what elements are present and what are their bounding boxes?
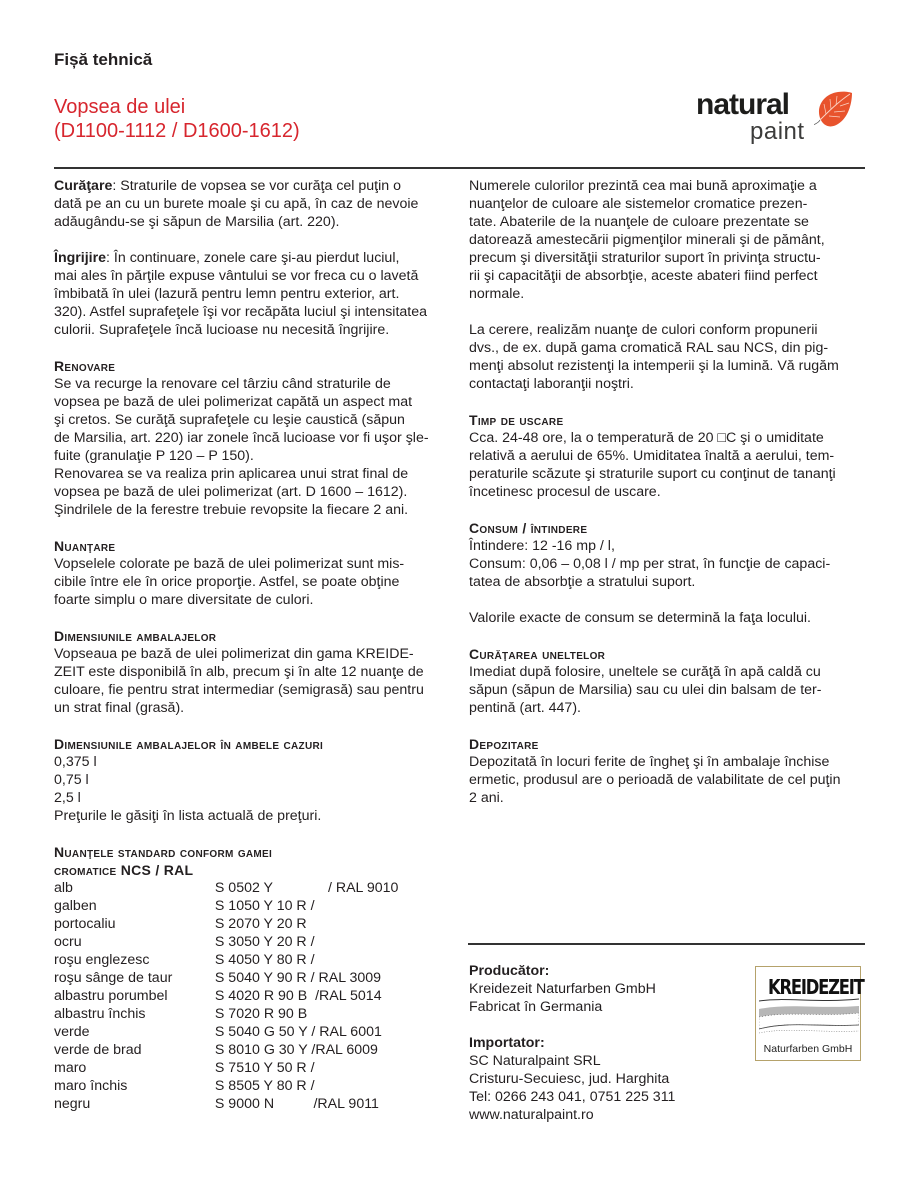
renovare-line: Se va recurge la renovare cel târziu când straturile de [54,376,391,392]
color-code: S 0502 Y / RAL 9010 [214,880,399,896]
color-name: roşu sânge de taur [54,970,173,986]
curatare-label: Curăţare [54,178,113,194]
intro-line: normale. [469,286,525,302]
color-row [54,1095,434,1113]
dimensiuni-heading: Dimensiunile ambalajelor [54,628,217,644]
logo-word-natural: natural [696,88,790,121]
section-la-cerere [469,321,864,393]
natural-paint-logo [696,88,852,152]
ingrijire-label: Îngrijire [54,250,107,266]
price-note: Preţurile le găsiţi în lista actuală de preţuri. [54,808,322,824]
color-name: portocaliu [54,916,116,932]
package-size: 2,5 l [54,790,81,806]
section-nuante-standard [54,843,434,1113]
dimensiuni-line: culoare, fie pentru strat intermediar (semigrasă) sau pentru [54,682,424,698]
nuantare-line: cibile între ele în orice proporţie. Astfel, se poate obţine [54,574,400,590]
ingrijire-line: mai ales în părţile expuse vântului se vor freca cu o lavetă [54,268,419,284]
la-cerere-line: La cerere, realizăm nuanţe de culori conform propunerii [469,322,818,338]
importator-label: Importator: [469,1035,545,1051]
section-ingrijire [54,249,434,339]
importator-name: SC Naturalpaint SRL [469,1053,601,1069]
consum-line: Întindere: 12 -16 mp / l, [469,538,615,554]
color-code: S 2070 Y 20 R [214,916,307,932]
timp-uscare-line: peraturile scăzute şi straturile suport cu conţinut de tananţi [469,466,836,482]
color-name: alb [54,880,73,896]
producator-line: Fabricat în Germania [469,999,603,1015]
color-row [54,933,434,951]
curatare-line: adăugându-se şi săpun de Marsilia (art. 220). [54,214,340,230]
ral-code: / RAL 9010 [272,880,399,896]
earth-layers-icon [759,997,859,1039]
package-size: 0,75 l [54,772,89,788]
timp-uscare-line: Cca. 24-48 ore, la o temperatură de 20 □C şi o umiditate [469,430,824,446]
renovare-line: fuite (granulaţie P 120 – P 150). [54,448,254,464]
color-name: verde [54,1024,90,1040]
color-code: S 8505 Y 80 R / [214,1078,315,1094]
consum-heading: Consum / întindere [469,520,588,536]
nuantare-line: Vopselele colorate pe bază de ulei polimerizat sunt mis- [54,556,405,572]
color-name: maro [54,1060,87,1076]
nuante-heading-line1: Nuanţele standard conform gamei [54,844,273,860]
color-name: albastru porumbel [54,988,168,1004]
color-table [54,879,434,1113]
left-column [54,177,434,1113]
renovare-line: de Marsilia, art. 220) iar zonele încă lucioase vor fi uşor şle- [54,430,429,446]
color-code: S 5040 Y 90 R / RAL 3009 [214,970,382,986]
dimensiuni-line: ZEIT este disponibilă în alb, precum şi în alte 12 nuanţe de [54,664,424,680]
color-name: roşu englezesc [54,952,150,968]
timp-uscare-line: încetinesc procesul de uscare. [469,484,661,500]
document-type-label: Fișă tehnică [54,50,153,69]
renovare-line: vopsea pe bază de ulei polimerizat capătă un aspect mat [54,394,413,410]
curatarea-uneltelor-line: pentină (art. 447). [469,700,581,716]
curatarea-uneltelor-line: săpun (săpun de Marsilia) sau cu ulei din balsam de ter- [469,682,822,698]
intro-line: rii şi capacităţii de absorbţie, aceste abateri fiind perfect [469,268,818,284]
depozitare-line: 2 ani. [469,790,504,806]
section-dimensiuni-ambele [54,735,434,825]
color-code: S 9000 N /RAL 9011 [214,1096,379,1112]
dimensiuni-line: un strat final (grasă). [54,700,185,716]
right-column [469,177,864,825]
nuante-heading-line2: cromatice [54,862,117,878]
product-title-line1: Vopsea de ulei [54,96,186,118]
color-row [54,969,434,987]
producator-label: Producător: [469,963,550,979]
color-row [54,987,434,1005]
curatarea-uneltelor-heading: Curăţarea uneltelor [469,646,606,662]
ingrijire-line: îmbibată în ulei (lazură pentru lemn pentru exterior, art. [54,286,400,302]
color-code: S 1050 Y 10 R / [214,898,315,914]
importator-website[interactable]: www.naturalpaint.ro [469,1107,594,1123]
timp-uscare-heading: Timp de uscare [469,412,564,428]
color-row [54,1059,434,1077]
color-code: S 5040 G 50 Y / RAL 6001 [214,1024,382,1040]
color-name: galben [54,898,97,914]
contact-block [469,962,739,1124]
la-cerere-line: dvs., de ex. după gama cromatică RAL sau NCS, din pig- [469,340,829,356]
section-timp-uscare [469,411,864,501]
section-dimensiuni [54,627,434,717]
dimensiuni-ambele-heading: Dimensiunile ambalajelor în ambele cazuri [54,736,324,752]
dimensiuni-line: Vopseaua pe bază de ulei polimerizat din gama KREIDE- [54,646,414,662]
renovare-line: şi cretos. Se curăţă suprafeţele cu leşie caustică (săpun [54,412,405,428]
kreidezeit-subtitle: Naturfarben GmbH [763,1043,853,1055]
la-cerere-line: contactaţi laboranţii noştri. [469,376,634,392]
color-code: S 4020 R 90 B /RAL 5014 [214,988,382,1004]
color-row [54,1041,434,1059]
ingrijire-line: 320). Astfel suprafeţele îşi vor recăpăta luciul şi intensitatea [54,304,428,320]
consum-note: Valorile exacte de consum se determină la faţa locului. [469,610,811,626]
curatare-line: : Straturile de vopsea se vor curăţa cel puţin o [112,178,401,194]
consum-line: Consum: 0,06 – 0,08 l / mp per strat, în funcţie de capaci- [469,556,831,572]
intro-line: datorează amestecării pigmenţilor minerali şi de pământ, [469,232,825,248]
renovare-line: Şindrilele de la ferestre trebuie revopsite la fiecare 2 ani. [54,502,409,518]
color-name: negru [54,1096,91,1112]
producator-line: Kreidezeit Naturfarben GmbH [469,981,656,997]
header-divider [54,167,865,169]
kreidezeit-wordmark: KREIDEZEIT [768,975,864,999]
logo-word-paint: paint [750,118,805,145]
nuantare-heading: Nuanţare [54,538,116,554]
color-row [54,1005,434,1023]
color-row [54,1077,434,1095]
intro-line: Numerele culorilor prezintă cea mai bună aproximaţie a [469,178,817,194]
intro-line: tate. Abaterile de la nuanţele de culoare prezentate se [469,214,809,230]
section-consum-note [469,609,864,627]
ingrijire-line: culorii. Suprafeţele încă lucioase nu necesită îngrijire. [54,322,390,338]
color-name: ocru [54,934,82,950]
nuante-heading-ncs-ral: NCS / RAL [116,862,194,878]
importator-phone: Tel: 0266 243 041, 0751 225 311 [469,1089,676,1105]
leaf-icon [814,90,854,132]
section-renovare [54,357,434,519]
color-code: S 4050 Y 80 R / [214,952,315,968]
ingrijire-line: : În continuare, zonele care şi-au pierdut luciul, [106,250,400,266]
color-row [54,951,434,969]
depozitare-heading: Depozitare [469,736,539,752]
color-row [54,915,434,933]
color-name: albastru închis [54,1006,146,1022]
importator-address: Cristuru-Secuiesc, jud. Harghita [469,1071,670,1087]
package-size: 0,375 l [54,754,97,770]
renovare-heading: Renovare [54,358,116,374]
depozitare-line: ermetic, produsul are o perioadă de valabilitate de cel puţin [469,772,841,788]
nuantare-line: foarte simplu o mare diversitate de culori. [54,592,314,608]
section-depozitare [469,735,864,807]
section-curatarea-uneltelor [469,645,864,717]
intro-line: nuanţelor de culoare ale sistemelor cromatice prezen- [469,196,808,212]
intro-line: precum şi diversităţii straturilor suport în privinţa structu- [469,250,821,266]
kreidezeit-logo [755,966,864,1061]
nuante-standard-heading [54,843,434,879]
curatarea-uneltelor-line: Imediat după folosire, uneltele se curăţă în apă caldă cu [469,664,821,680]
section-curatare [54,177,434,231]
timp-uscare-line: relativă a aerului de 65%. Umiditatea înaltă a aerului, tem- [469,448,835,464]
renovare-line: vopsea pe bază de ulei polimerizat (art. D 1600 – 1612). [54,484,408,500]
color-code: S 8010 G 30 Y /RAL 6009 [214,1042,378,1058]
section-intro [469,177,864,303]
color-name: maro închis [54,1078,128,1094]
color-row [54,1023,434,1041]
section-nuantare [54,537,434,609]
consum-line: tatea de absorbţie a stratului suport. [469,574,696,590]
renovare-line: Renovarea se va realiza prin aplicarea unui strat final de [54,466,409,482]
la-cerere-line: menţi absolut rezistenţi la intemperii şi la lumină. Vă rugăm [469,358,839,374]
color-name: verde de brad [54,1042,142,1058]
curatare-line: dată pe an cu un burete moale şi cu apă, în caz de nevoie [54,196,419,212]
contact-divider [468,943,865,945]
color-row [54,879,434,897]
color-row [54,897,434,915]
color-code: S 7510 Y 50 R / [214,1060,315,1076]
product-title-line2: (D1100-1112 / D1600-1612) [54,120,300,142]
depozitare-line: Depozitată în locuri ferite de îngheţ şi în ambalaje închise [469,754,830,770]
color-code: S 7020 R 90 B [214,1006,308,1022]
product-title [54,95,300,143]
color-code: S 3050 Y 20 R / [214,934,315,950]
spacer [469,1016,739,1034]
section-consum [469,519,864,591]
